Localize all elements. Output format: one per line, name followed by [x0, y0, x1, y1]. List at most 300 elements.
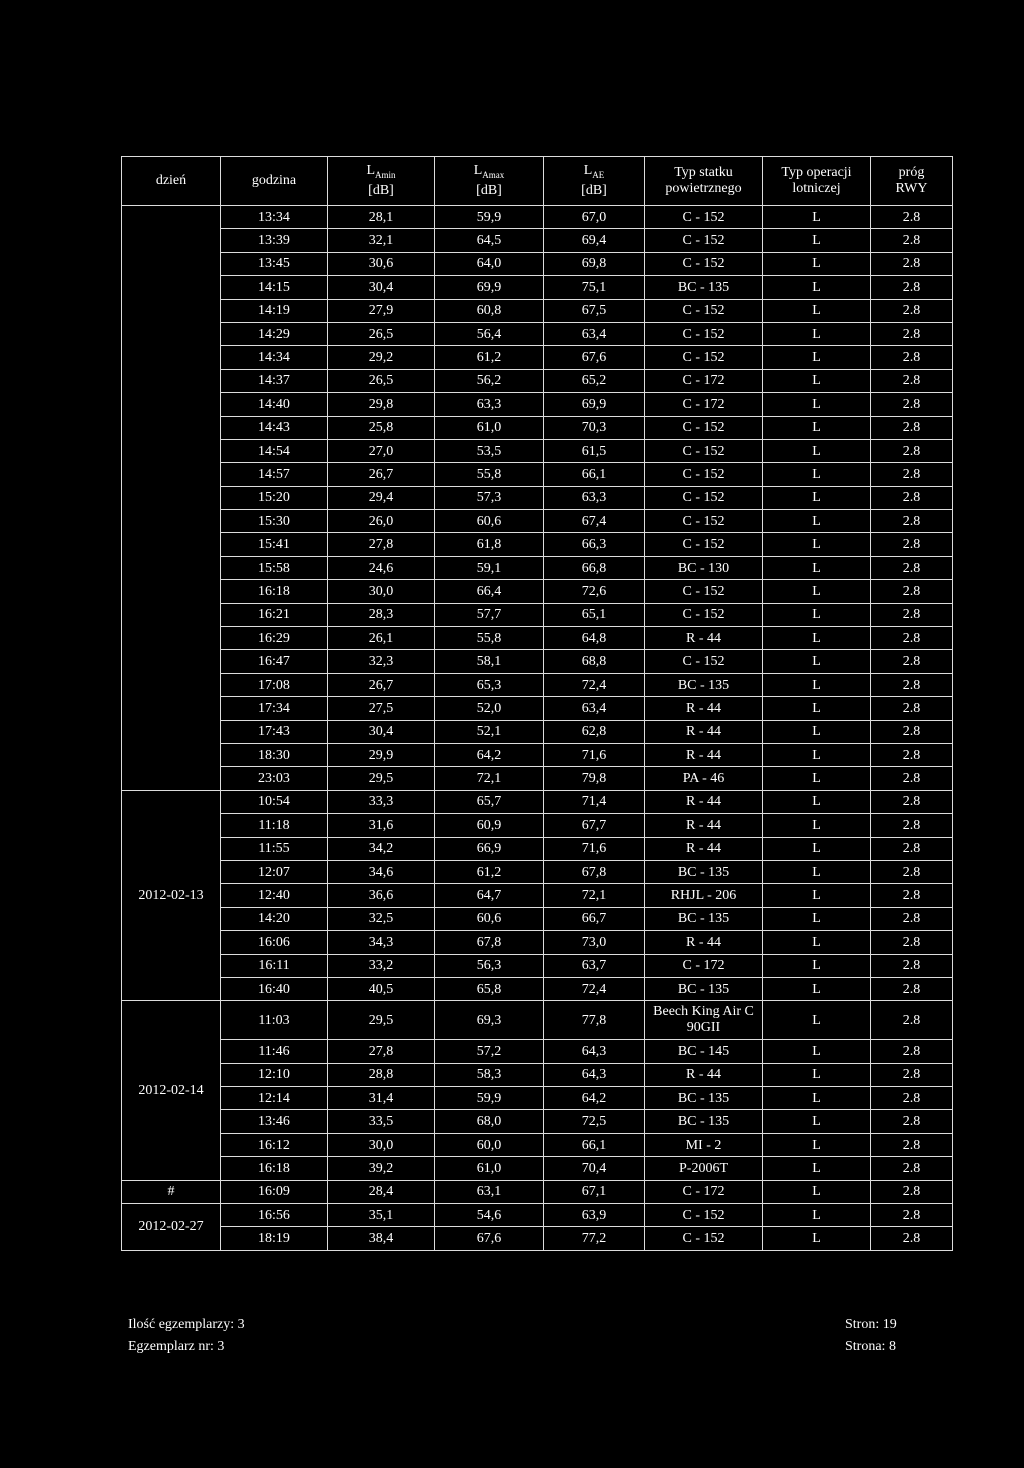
operation-type-cell: L — [763, 463, 871, 486]
lae-cell: 64,8 — [544, 627, 645, 650]
lae-cell: 67,5 — [544, 299, 645, 322]
aircraft-type-cell: BC - 135 — [645, 977, 763, 1000]
lae-cell: 72,6 — [544, 580, 645, 603]
table-row — [122, 1063, 953, 1086]
lamax-cell: 69,9 — [435, 276, 544, 299]
operation-type-cell: L — [763, 720, 871, 743]
aircraft-type-cell: C - 152 — [645, 486, 763, 509]
lamin-cell: 26,1 — [328, 627, 435, 650]
lae-cell: 69,4 — [544, 229, 645, 252]
lamax-cell: 68,0 — [435, 1110, 544, 1133]
lamax-cell: 60,0 — [435, 1133, 544, 1156]
lamax-cell: 61,2 — [435, 346, 544, 369]
aircraft-type-cell: C - 152 — [645, 252, 763, 275]
aircraft-type-cell: Beech King Air C 90GII — [645, 1001, 763, 1040]
aircraft-type-cell: BC - 135 — [645, 860, 763, 883]
lamax-cell: 63,1 — [435, 1180, 544, 1203]
time-cell: 12:07 — [221, 860, 328, 883]
table-row — [122, 393, 953, 416]
time-cell: 11:03 — [221, 1001, 328, 1040]
lamin-cell: 27,8 — [328, 1040, 435, 1063]
threshold-cell: 2.8 — [871, 1001, 953, 1040]
lae-cell: 67,8 — [544, 860, 645, 883]
lamin-cell: 29,8 — [328, 393, 435, 416]
lae-cell: 66,3 — [544, 533, 645, 556]
aircraft-type-cell: C - 172 — [645, 1180, 763, 1203]
lamax-cell: 64,5 — [435, 229, 544, 252]
lamin-cell: 28,3 — [328, 603, 435, 626]
table-row — [122, 673, 953, 696]
aircraft-type-cell: C - 152 — [645, 416, 763, 439]
lae-cell: 70,4 — [544, 1157, 645, 1180]
time-cell: 14:19 — [221, 299, 328, 322]
lamax-cell: 57,3 — [435, 486, 544, 509]
lamin-cell: 34,6 — [328, 860, 435, 883]
time-cell: 16:56 — [221, 1204, 328, 1227]
time-cell: 14:37 — [221, 369, 328, 392]
lamax-cell: 57,2 — [435, 1040, 544, 1063]
table-row — [122, 206, 953, 229]
time-cell: 16:09 — [221, 1180, 328, 1203]
aircraft-type-cell: C - 172 — [645, 954, 763, 977]
copies-count: Ilość egzemplarzy: 3 — [128, 1317, 245, 1332]
lae-cell: 67,6 — [544, 346, 645, 369]
lae-cell: 79,8 — [544, 767, 645, 790]
lamax-cell: 67,8 — [435, 931, 544, 954]
threshold-cell: 2.8 — [871, 627, 953, 650]
aircraft-type-cell: C - 152 — [645, 229, 763, 252]
operation-type-cell: L — [763, 1227, 871, 1250]
table-row — [122, 650, 953, 673]
table-row — [122, 907, 953, 930]
lamin-cell: 31,6 — [328, 814, 435, 837]
time-cell: 18:30 — [221, 743, 328, 766]
threshold-cell: 2.8 — [871, 276, 953, 299]
lae-cell: 71,4 — [544, 790, 645, 813]
lamin-cell: 35,1 — [328, 1204, 435, 1227]
table-row — [122, 977, 953, 1000]
aircraft-type-cell: R - 44 — [645, 743, 763, 766]
lamin-cell: 30,4 — [328, 720, 435, 743]
table-row — [122, 463, 953, 486]
operation-type-cell: L — [763, 1040, 871, 1063]
lamin-cell: 29,9 — [328, 743, 435, 766]
operation-type-cell: L — [763, 673, 871, 696]
lae-cell: 67,1 — [544, 1180, 645, 1203]
lamax-cell: 61,2 — [435, 860, 544, 883]
table-row — [122, 439, 953, 462]
table-row — [122, 276, 953, 299]
time-cell: 10:54 — [221, 790, 328, 813]
threshold-cell: 2.8 — [871, 533, 953, 556]
operation-type-cell: L — [763, 533, 871, 556]
operation-type-cell: L — [763, 1063, 871, 1086]
lamin-cell: 26,0 — [328, 510, 435, 533]
time-cell: 17:08 — [221, 673, 328, 696]
operation-type-cell: L — [763, 767, 871, 790]
table-row — [122, 299, 953, 322]
lae-cell: 67,4 — [544, 510, 645, 533]
threshold-cell: 2.8 — [871, 1040, 953, 1063]
time-cell: 14:29 — [221, 322, 328, 345]
threshold-cell: 2.8 — [871, 486, 953, 509]
time-cell: 16:40 — [221, 977, 328, 1000]
lae-cell: 67,0 — [544, 206, 645, 229]
threshold-cell: 2.8 — [871, 510, 953, 533]
threshold-cell: 2.8 — [871, 463, 953, 486]
lamin-cell: 30,0 — [328, 580, 435, 603]
lamin-cell: 29,5 — [328, 1001, 435, 1040]
table-row — [122, 322, 953, 345]
time-cell: 12:14 — [221, 1087, 328, 1110]
lae-cell: 67,7 — [544, 814, 645, 837]
aircraft-type-cell: BC - 135 — [645, 1087, 763, 1110]
time-cell: 11:46 — [221, 1040, 328, 1063]
lamax-cell: 59,9 — [435, 1087, 544, 1110]
table-row — [122, 1133, 953, 1156]
time-cell: 16:12 — [221, 1133, 328, 1156]
lamin-cell: 28,4 — [328, 1180, 435, 1203]
aircraft-type-cell: BC - 135 — [645, 276, 763, 299]
operation-type-cell: L — [763, 439, 871, 462]
table-row — [122, 556, 953, 579]
lamax-cell: 59,9 — [435, 206, 544, 229]
aircraft-type-cell: P-2006T — [645, 1157, 763, 1180]
threshold-cell: 2.8 — [871, 439, 953, 462]
lamax-cell: 60,6 — [435, 907, 544, 930]
threshold-cell: 2.8 — [871, 322, 953, 345]
threshold-cell: 2.8 — [871, 697, 953, 720]
lamax-cell: 61,0 — [435, 1157, 544, 1180]
time-cell: 15:30 — [221, 510, 328, 533]
lae-cell: 63,4 — [544, 322, 645, 345]
time-cell: 23:03 — [221, 767, 328, 790]
threshold-cell: 2.8 — [871, 369, 953, 392]
aircraft-type-cell: C - 172 — [645, 393, 763, 416]
aircraft-type-cell: BC - 135 — [645, 1110, 763, 1133]
header-time: godzina — [221, 157, 328, 206]
lae-cell: 77,8 — [544, 1001, 645, 1040]
lamin-cell: 29,5 — [328, 767, 435, 790]
pages-total: Stron: 19 — [845, 1317, 897, 1332]
lamin-cell: 29,4 — [328, 486, 435, 509]
threshold-cell: 2.8 — [871, 1133, 953, 1156]
lae-cell: 63,3 — [544, 486, 645, 509]
lamin-cell: 32,3 — [328, 650, 435, 673]
lamin-cell: 40,5 — [328, 977, 435, 1000]
lamin-cell: 24,6 — [328, 556, 435, 579]
table-row — [122, 627, 953, 650]
threshold-cell: 2.8 — [871, 603, 953, 626]
lamax-cell: 52,0 — [435, 697, 544, 720]
table-header — [122, 157, 953, 206]
lamax-cell: 67,6 — [435, 1227, 544, 1250]
lamax-cell: 56,2 — [435, 369, 544, 392]
lamax-cell: 66,9 — [435, 837, 544, 860]
operation-type-cell: L — [763, 814, 871, 837]
time-cell: 13:34 — [221, 206, 328, 229]
time-cell: 14:54 — [221, 439, 328, 462]
table-row — [122, 1087, 953, 1110]
table-row — [122, 533, 953, 556]
header-row — [122, 157, 953, 206]
lamin-cell: 28,8 — [328, 1063, 435, 1086]
lae-cell: 61,5 — [544, 439, 645, 462]
lamax-cell: 64,2 — [435, 743, 544, 766]
lamin-cell: 26,7 — [328, 463, 435, 486]
lamax-cell: 60,9 — [435, 814, 544, 837]
operation-type-cell: L — [763, 1133, 871, 1156]
lae-cell: 62,8 — [544, 720, 645, 743]
aircraft-type-cell: C - 152 — [645, 650, 763, 673]
lae-cell: 69,8 — [544, 252, 645, 275]
lae-cell: 75,1 — [544, 276, 645, 299]
lamin-cell: 29,2 — [328, 346, 435, 369]
copy-number: Egzemplarz nr: 3 — [128, 1339, 225, 1354]
lamin-cell: 34,2 — [328, 837, 435, 860]
table-row — [122, 603, 953, 626]
lamax-cell: 55,8 — [435, 463, 544, 486]
operation-type-cell: L — [763, 1157, 871, 1180]
lae-cell: 70,3 — [544, 416, 645, 439]
lamin-cell: 30,0 — [328, 1133, 435, 1156]
operation-type-cell: L — [763, 931, 871, 954]
operation-type-cell: L — [763, 1204, 871, 1227]
table-row — [122, 1110, 953, 1133]
lamax-cell: 59,1 — [435, 556, 544, 579]
time-cell: 14:34 — [221, 346, 328, 369]
table-row — [122, 416, 953, 439]
operation-type-cell: L — [763, 299, 871, 322]
threshold-cell: 2.8 — [871, 229, 953, 252]
aircraft-type-cell: C - 152 — [645, 439, 763, 462]
threshold-cell: 2.8 — [871, 206, 953, 229]
lamin-cell: 33,5 — [328, 1110, 435, 1133]
table-row — [122, 1040, 953, 1063]
threshold-cell: 2.8 — [871, 556, 953, 579]
table-row — [122, 1001, 953, 1040]
threshold-cell: 2.8 — [871, 743, 953, 766]
operation-type-cell: L — [763, 860, 871, 883]
header-lamin: $L_{Amin}$ [dB] — [328, 157, 435, 206]
lamin-cell: 26,7 — [328, 673, 435, 696]
lamax-cell: 66,4 — [435, 580, 544, 603]
table-row — [122, 931, 953, 954]
aircraft-type-cell: C - 152 — [645, 1204, 763, 1227]
table-row — [122, 860, 953, 883]
aircraft-type-cell: R - 44 — [645, 837, 763, 860]
threshold-cell: 2.8 — [871, 1204, 953, 1227]
table-row — [122, 229, 953, 252]
aircraft-type-cell: C - 152 — [645, 322, 763, 345]
lamax-cell: 61,8 — [435, 533, 544, 556]
table-row — [122, 486, 953, 509]
threshold-cell: 2.8 — [871, 767, 953, 790]
threshold-cell: 2.8 — [871, 884, 953, 907]
lamax-cell: 57,7 — [435, 603, 544, 626]
date-cell: 2012-02-14 — [122, 1001, 221, 1180]
operation-type-cell: L — [763, 206, 871, 229]
time-cell: 15:58 — [221, 556, 328, 579]
aircraft-type-cell: C - 152 — [645, 346, 763, 369]
lamin-cell: 39,2 — [328, 1157, 435, 1180]
lamax-cell: 64,7 — [435, 884, 544, 907]
threshold-cell: 2.8 — [871, 346, 953, 369]
time-cell: 14:43 — [221, 416, 328, 439]
header-date: dzień — [122, 157, 221, 206]
lae-cell: 63,4 — [544, 697, 645, 720]
aircraft-type-cell: R - 44 — [645, 931, 763, 954]
lamin-cell: 27,8 — [328, 533, 435, 556]
operation-type-cell: L — [763, 837, 871, 860]
lamax-cell: 61,0 — [435, 416, 544, 439]
operation-type-cell: L — [763, 627, 871, 650]
threshold-cell: 2.8 — [871, 954, 953, 977]
measurement-table-container — [121, 156, 952, 1251]
header-aircraft-type: Typ statku powietrznego — [645, 157, 763, 206]
table-row — [122, 1204, 953, 1227]
threshold-cell: 2.8 — [871, 393, 953, 416]
time-cell: 16:47 — [221, 650, 328, 673]
threshold-cell: 2.8 — [871, 814, 953, 837]
time-cell: 13:45 — [221, 252, 328, 275]
lamax-cell: 63,3 — [435, 393, 544, 416]
aircraft-type-cell: R - 44 — [645, 697, 763, 720]
lamin-cell: 28,1 — [328, 206, 435, 229]
table-row — [122, 814, 953, 837]
threshold-cell: 2.8 — [871, 1110, 953, 1133]
table-row — [122, 697, 953, 720]
time-cell: 14:40 — [221, 393, 328, 416]
table-row — [122, 743, 953, 766]
threshold-cell: 2.8 — [871, 673, 953, 696]
lae-cell: 64,3 — [544, 1063, 645, 1086]
time-cell: 16:29 — [221, 627, 328, 650]
time-cell: 16:18 — [221, 580, 328, 603]
lae-cell: 65,2 — [544, 369, 645, 392]
threshold-cell: 2.8 — [871, 1063, 953, 1086]
table-row — [122, 369, 953, 392]
lamin-cell: 25,8 — [328, 416, 435, 439]
date-cell: 2012-02-27 — [122, 1204, 221, 1251]
threshold-cell: 2.8 — [871, 790, 953, 813]
table-row — [122, 346, 953, 369]
time-cell: 12:40 — [221, 884, 328, 907]
time-cell: 13:46 — [221, 1110, 328, 1133]
table-row — [122, 884, 953, 907]
lamin-cell: 30,4 — [328, 276, 435, 299]
footer-right — [845, 1314, 897, 1358]
header-operation-type: Typ operacji lotniczej — [763, 157, 871, 206]
header-threshold: próg RWY — [871, 157, 953, 206]
time-cell: 16:18 — [221, 1157, 328, 1180]
lamin-cell: 38,4 — [328, 1227, 435, 1250]
lamin-cell: 36,6 — [328, 884, 435, 907]
operation-type-cell: L — [763, 393, 871, 416]
lae-cell: 66,7 — [544, 907, 645, 930]
lae-cell: 66,1 — [544, 1133, 645, 1156]
aircraft-type-cell: RHJL - 206 — [645, 884, 763, 907]
lamin-cell: 32,5 — [328, 907, 435, 930]
table-row — [122, 510, 953, 533]
lamin-cell: 33,3 — [328, 790, 435, 813]
aircraft-type-cell: R - 44 — [645, 1063, 763, 1086]
header-lamax: $L_{Amax}$ [dB] — [435, 157, 544, 206]
table-row — [122, 767, 953, 790]
aircraft-type-cell: BC - 145 — [645, 1040, 763, 1063]
lae-cell: 72,4 — [544, 977, 645, 1000]
time-cell: 16:06 — [221, 931, 328, 954]
threshold-cell: 2.8 — [871, 299, 953, 322]
operation-type-cell: L — [763, 977, 871, 1000]
threshold-cell: 2.8 — [871, 720, 953, 743]
lamin-cell: 33,2 — [328, 954, 435, 977]
table-row — [122, 837, 953, 860]
lamax-cell: 60,8 — [435, 299, 544, 322]
table-row — [122, 580, 953, 603]
operation-type-cell: L — [763, 790, 871, 813]
lamin-cell: 27,9 — [328, 299, 435, 322]
lamax-cell: 69,3 — [435, 1001, 544, 1040]
page-number: Strona: 8 — [845, 1339, 896, 1354]
lamax-cell: 55,8 — [435, 627, 544, 650]
header-lae: $L_{AE}$ [dB] — [544, 157, 645, 206]
lae-cell: 73,0 — [544, 931, 645, 954]
operation-type-cell: L — [763, 1180, 871, 1203]
time-cell: 11:55 — [221, 837, 328, 860]
lamin-cell: 26,5 — [328, 369, 435, 392]
lae-cell: 66,1 — [544, 463, 645, 486]
operation-type-cell: L — [763, 884, 871, 907]
operation-type-cell: L — [763, 416, 871, 439]
aircraft-type-cell: C - 152 — [645, 510, 763, 533]
lamin-cell: 32,1 — [328, 229, 435, 252]
lae-cell: 66,8 — [544, 556, 645, 579]
operation-type-cell: L — [763, 322, 871, 345]
threshold-cell: 2.8 — [871, 1087, 953, 1110]
lamax-cell: 65,3 — [435, 673, 544, 696]
aircraft-type-cell: R - 44 — [645, 627, 763, 650]
time-cell: 15:41 — [221, 533, 328, 556]
aircraft-type-cell: C - 172 — [645, 369, 763, 392]
threshold-cell: 2.8 — [871, 907, 953, 930]
operation-type-cell: L — [763, 486, 871, 509]
threshold-cell: 2.8 — [871, 416, 953, 439]
operation-type-cell: L — [763, 252, 871, 275]
operation-type-cell: L — [763, 603, 871, 626]
operation-type-cell: L — [763, 580, 871, 603]
time-cell: 14:20 — [221, 907, 328, 930]
lae-cell: 72,4 — [544, 673, 645, 696]
footer-left — [128, 1314, 245, 1358]
time-cell: 11:18 — [221, 814, 328, 837]
aircraft-type-cell: BC - 130 — [645, 556, 763, 579]
aircraft-type-cell: C - 152 — [645, 603, 763, 626]
time-cell: 14:15 — [221, 276, 328, 299]
lamax-cell: 58,1 — [435, 650, 544, 673]
operation-type-cell: L — [763, 650, 871, 673]
time-cell: 14:57 — [221, 463, 328, 486]
lamax-cell: 58,3 — [435, 1063, 544, 1086]
aircraft-type-cell: C - 152 — [645, 1227, 763, 1250]
operation-type-cell: L — [763, 510, 871, 533]
time-cell: 16:11 — [221, 954, 328, 977]
table-row — [122, 1157, 953, 1180]
lae-cell: 64,2 — [544, 1087, 645, 1110]
aircraft-type-cell: R - 44 — [645, 720, 763, 743]
operation-type-cell: L — [763, 1087, 871, 1110]
operation-type-cell: L — [763, 229, 871, 252]
